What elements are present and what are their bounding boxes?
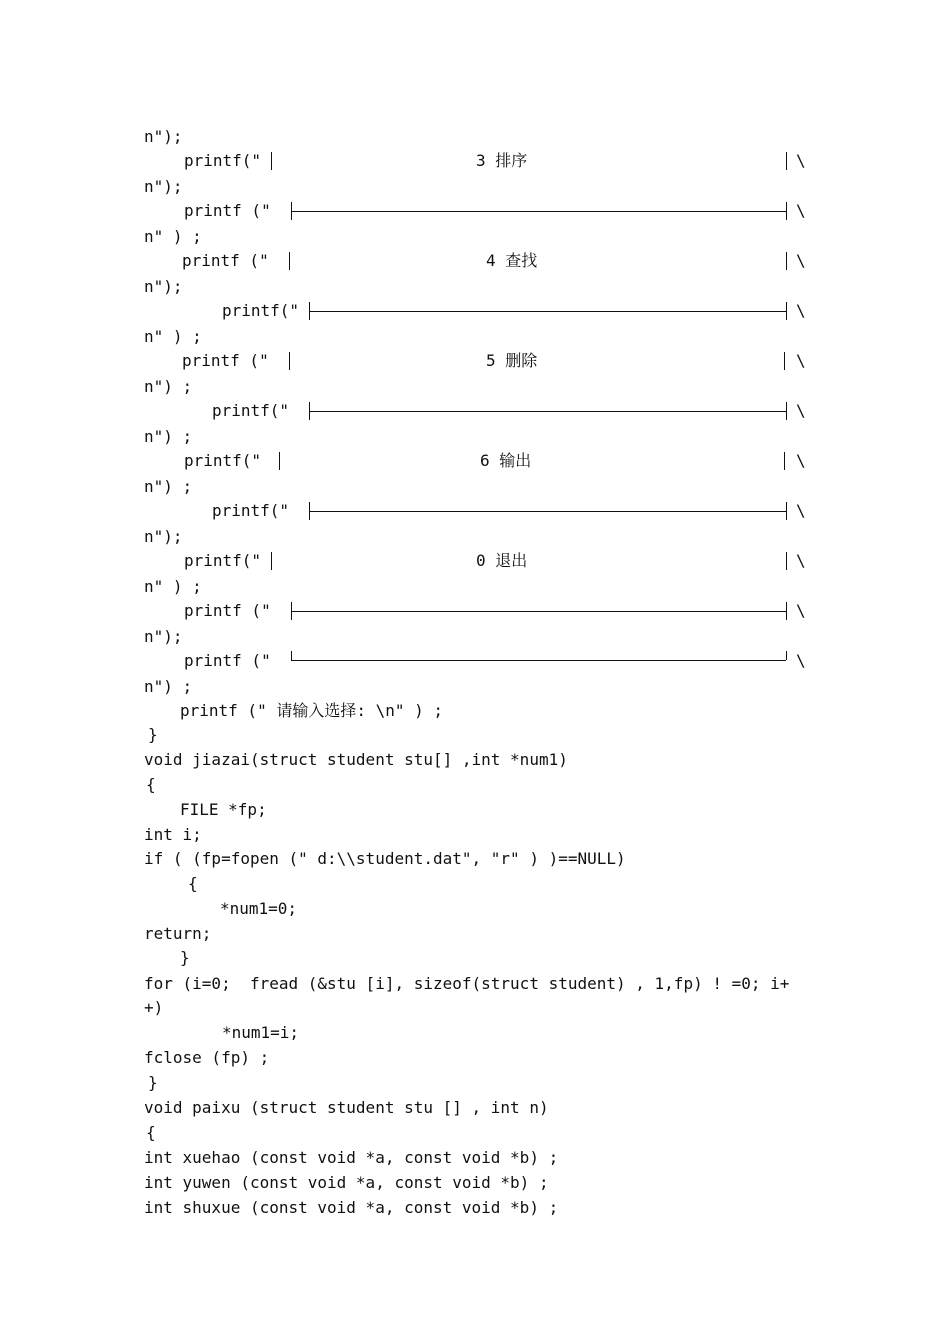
code-line: n") ; bbox=[144, 477, 193, 496]
code-backslash: \ bbox=[796, 251, 806, 270]
box-divider bbox=[309, 411, 786, 412]
code-line: int yuwen (const void *a, const void *b) ; bbox=[144, 1173, 549, 1192]
code-backslash: \ bbox=[796, 201, 806, 220]
code-backslash: \ bbox=[796, 451, 806, 470]
code-line: n" ) ; bbox=[144, 577, 202, 596]
box-right-edge bbox=[786, 502, 787, 520]
menu-item-sort: 3 排序 bbox=[476, 151, 528, 170]
code-line: return; bbox=[144, 924, 212, 943]
code-line: n" ) ; bbox=[144, 327, 202, 346]
code-line: void paixu (struct student stu [] , int n) bbox=[144, 1098, 549, 1117]
code-line: n"); bbox=[144, 627, 183, 646]
code-backslash: \ bbox=[796, 401, 806, 420]
box-right-edge bbox=[784, 452, 785, 470]
code-line: printf(" bbox=[184, 451, 262, 470]
box-divider bbox=[291, 211, 786, 212]
code-line: n"); bbox=[144, 177, 183, 196]
box-left-edge bbox=[271, 552, 272, 570]
code-line: int i; bbox=[144, 825, 202, 844]
box-left-edge bbox=[271, 152, 272, 170]
code-line: FILE *fp; bbox=[180, 800, 267, 819]
code-line: n") ; bbox=[144, 427, 193, 446]
menu-item-find: 4 查找 bbox=[486, 251, 538, 270]
code-line: { bbox=[146, 1123, 156, 1142]
code-line: printf (" bbox=[184, 601, 271, 620]
code-line: } bbox=[180, 948, 190, 967]
code-backslash: \ bbox=[796, 601, 806, 620]
code-line: } bbox=[148, 725, 158, 744]
box-right-edge bbox=[786, 402, 787, 420]
box-right-edge bbox=[786, 202, 787, 220]
code-line: n"); bbox=[144, 527, 183, 546]
code-line: printf(" bbox=[212, 401, 290, 420]
box-bottom-right-corner bbox=[786, 651, 787, 660]
code-line: { bbox=[188, 874, 198, 893]
code-line: printf(" bbox=[184, 551, 262, 570]
menu-item-output: 6 输出 bbox=[480, 451, 532, 470]
code-line: printf(" bbox=[184, 151, 262, 170]
code-line: n" ) ; bbox=[144, 227, 202, 246]
code-line: int xuehao (const void *a, const void *b) ; bbox=[144, 1148, 559, 1167]
code-line: int shuxue (const void *a, const void *b) ; bbox=[144, 1198, 559, 1217]
code-backslash: \ bbox=[796, 551, 806, 570]
code-line: void jiazai(struct student stu[] ,int *num1) bbox=[144, 750, 568, 769]
code-line: printf (" 请输入选择: \n" ) ; bbox=[180, 701, 444, 720]
code-backslash: \ bbox=[796, 151, 806, 170]
box-right-edge bbox=[786, 302, 787, 320]
box-divider bbox=[291, 611, 786, 612]
code-line: printf (" bbox=[184, 201, 271, 220]
menu-item-delete: 5 删除 bbox=[486, 351, 538, 370]
box-bottom-border bbox=[291, 660, 786, 661]
code-line: printf(" bbox=[222, 301, 300, 320]
menu-item-exit: 0 退出 bbox=[476, 551, 528, 570]
box-left-edge bbox=[289, 352, 290, 370]
code-line: *num1=i; bbox=[222, 1023, 300, 1042]
box-right-edge bbox=[786, 152, 787, 170]
code-backslash: \ bbox=[796, 301, 806, 320]
code-line: } bbox=[148, 1073, 158, 1092]
code-line: if ( (fp=fopen (" d:\\student.dat", "r" ) )==NULL) bbox=[144, 849, 626, 868]
code-line: n"); bbox=[144, 127, 183, 146]
box-left-edge bbox=[279, 452, 280, 470]
box-right-edge bbox=[784, 352, 785, 370]
box-divider bbox=[309, 511, 786, 512]
code-line: printf(" bbox=[212, 501, 290, 520]
code-line: printf (" bbox=[184, 651, 271, 670]
code-line: printf (" bbox=[182, 351, 269, 370]
box-bottom-left-corner bbox=[291, 651, 292, 660]
box-right-edge bbox=[786, 552, 787, 570]
code-line: { bbox=[146, 775, 156, 794]
code-backslash: \ bbox=[796, 651, 806, 670]
box-divider bbox=[309, 311, 786, 312]
code-backslash: \ bbox=[796, 501, 806, 520]
code-line: n"); bbox=[144, 277, 183, 296]
code-line: +) bbox=[144, 998, 164, 1017]
code-line: *num1=0; bbox=[220, 899, 298, 918]
code-line: n") ; bbox=[144, 677, 193, 696]
code-line: n") ; bbox=[144, 377, 193, 396]
box-right-edge bbox=[786, 252, 787, 270]
code-line: fclose (fp) ; bbox=[144, 1048, 270, 1067]
code-backslash: \ bbox=[796, 351, 806, 370]
code-line: printf (" bbox=[182, 251, 269, 270]
box-left-edge bbox=[289, 252, 290, 270]
box-right-edge bbox=[786, 602, 787, 620]
code-line: for (i=0; fread (&stu [i], sizeof(struct student) , 1,fp) ! =0; i+ bbox=[144, 974, 790, 993]
